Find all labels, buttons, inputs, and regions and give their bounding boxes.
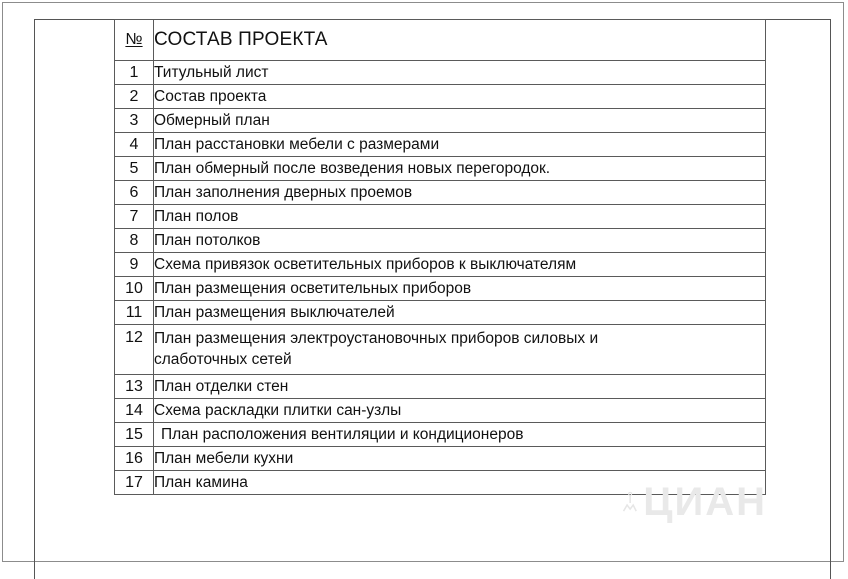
row-sheet-name: План мебели кухни — [154, 447, 766, 471]
table-row — [115, 325, 766, 375]
row-sheet-name: План камина — [154, 471, 766, 495]
row-sheet-name: План размещения электроустановочных приборов силовых и слаботочных сетей — [154, 325, 766, 375]
row-number: 17 — [115, 471, 154, 495]
table-row — [115, 205, 766, 229]
row-number: 10 — [115, 277, 154, 301]
table-row — [115, 447, 766, 471]
table-title: СОСТАВ ПРОЕКТА — [154, 20, 766, 61]
number-column-header: № — [115, 20, 154, 61]
row-sheet-name: План потолков — [154, 229, 766, 253]
row-sheet-name: Состав проекта — [154, 85, 766, 109]
row-sheet-name: План отделки стен — [154, 375, 766, 399]
row-sheet-name: Схема раскладки плитки сан-узлы — [154, 399, 766, 423]
row-sheet-name: План обмерный после возведения новых перегородок. — [154, 157, 766, 181]
row-number: 13 — [115, 375, 154, 399]
table-row — [115, 61, 766, 85]
table-row — [115, 301, 766, 325]
row-sheet-name: Титульный лист — [154, 61, 766, 85]
watermark-text: ЦИАН — [643, 479, 767, 524]
table-row — [115, 423, 766, 447]
table-row — [115, 157, 766, 181]
row-number: 14 — [115, 399, 154, 423]
row-number: 5 — [115, 157, 154, 181]
table-row — [115, 229, 766, 253]
row-number: 4 — [115, 133, 154, 157]
row-number: 7 — [115, 205, 154, 229]
table-row — [115, 181, 766, 205]
row-sheet-name: Обмерный план — [154, 109, 766, 133]
row-sheet-name: План заполнения дверных проемов — [154, 181, 766, 205]
row-number: 2 — [115, 85, 154, 109]
row-number: 3 — [115, 109, 154, 133]
row-sheet-name: План расположения вентиляции и кондиционеров — [154, 423, 766, 447]
cian-logo-icon — [622, 480, 637, 524]
cian-watermark — [622, 478, 767, 526]
table-row — [115, 109, 766, 133]
row-number: 8 — [115, 229, 154, 253]
row-sheet-name: План расстановки мебели с размерами — [154, 133, 766, 157]
table-row — [115, 133, 766, 157]
table-row — [115, 375, 766, 399]
row-sheet-name: План размещения выключателей — [154, 301, 766, 325]
row-number: 9 — [115, 253, 154, 277]
row-number: 6 — [115, 181, 154, 205]
row-number: 1 — [115, 61, 154, 85]
table-row — [115, 85, 766, 109]
row-number: 11 — [115, 301, 154, 325]
table-row — [115, 253, 766, 277]
row-sheet-name: План размещения осветительных приборов — [154, 277, 766, 301]
table-header-row — [115, 20, 766, 61]
project-contents-table — [114, 19, 766, 495]
row-sheet-name: Схема привязок осветительных приборов к выключателям — [154, 253, 766, 277]
row-number: 15 — [115, 423, 154, 447]
table-row — [115, 399, 766, 423]
table-row — [115, 277, 766, 301]
row-sheet-name: План полов — [154, 205, 766, 229]
row-number: 12 — [115, 325, 154, 375]
row-number: 16 — [115, 447, 154, 471]
